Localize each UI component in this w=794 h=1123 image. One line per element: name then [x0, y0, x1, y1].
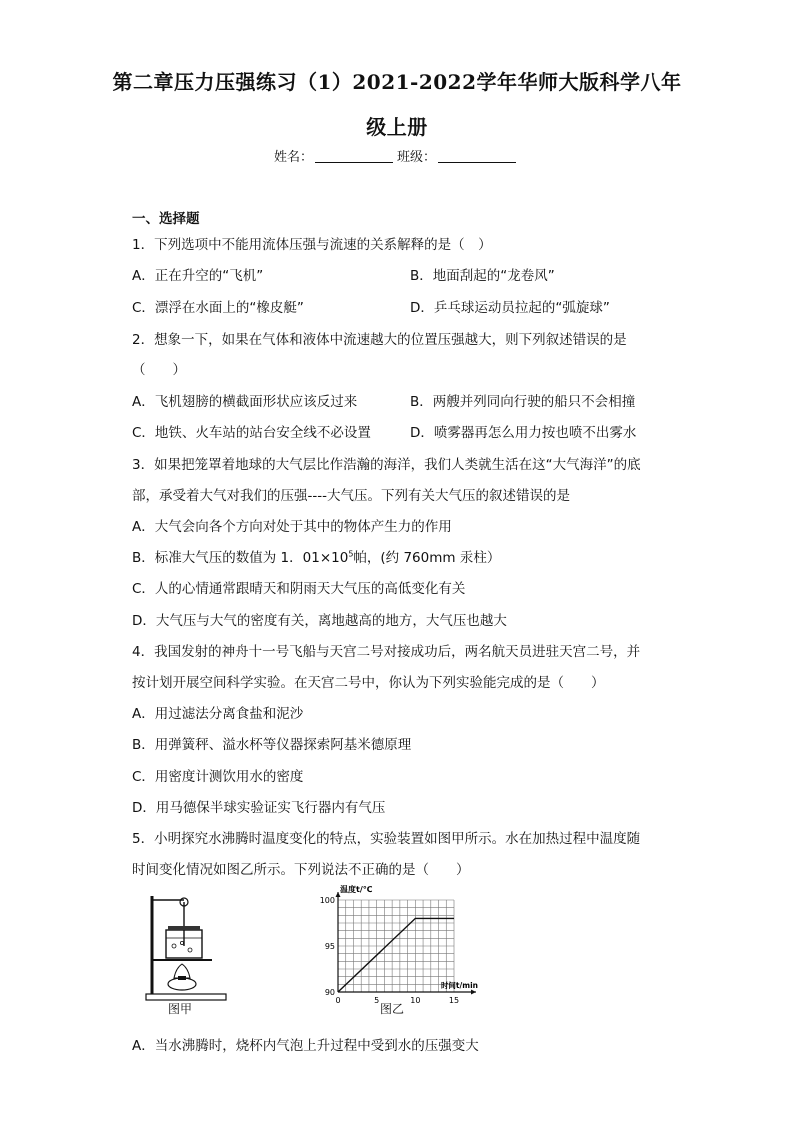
- q5-option-a: A．当水沸腾时，烧杯内气泡上升过程中受到水的压强变大: [132, 1038, 479, 1054]
- q5-stem-1: 5．小明探究水沸腾时温度变化的特点，实验装置如图甲所示。水在加热过程中温度随: [132, 831, 641, 847]
- q4-option-a: A．用过滤法分离食盐和泥沙: [132, 706, 304, 722]
- q4-option-d: D．用马德保半球实验证实飞行器内有气压: [132, 800, 386, 816]
- q3-stem-1: 3．如果把笼罩着地球的大气层比作浩瀚的海洋，我们人类就生活在这“大气海洋”的底: [132, 457, 641, 473]
- q3-option-b-pre: B．标准大气压的数值为 1．01×10: [132, 550, 349, 566]
- x-tick-label: 5: [374, 996, 380, 1005]
- q1-stem: 1．下列选项中不能用流体压强与流速的关系解释的是（ ）: [132, 237, 492, 253]
- q3-option-c: C．人的心情通常跟晴天和阴雨天大气压的高低变化有关: [132, 581, 466, 597]
- figure-a-apparatus: [138, 888, 230, 1010]
- figure-a-caption: 图甲: [168, 1002, 193, 1016]
- figure-b-chart: [312, 884, 508, 1006]
- name-class-bar: [0, 146, 794, 165]
- beaker-lid: [168, 926, 200, 930]
- q3-option-b-sup: 5: [348, 549, 354, 559]
- q4-stem-1: 4．我国发射的神舟十一号飞船与天宫二号对接成功后，两名航天员进驻天宫二号，并: [132, 644, 641, 660]
- bubble: [180, 941, 183, 944]
- y-tick-label: 100: [319, 896, 335, 905]
- x-tick-label: 15: [448, 996, 460, 1005]
- q4-stem-2: 按计划开展空间科学实验。在天宫二号中，你认为下列实验能完成的是（ ）: [132, 675, 605, 691]
- x-tick-label: 10: [410, 996, 421, 1005]
- x-axis-label: 时间t/min: [440, 981, 478, 990]
- class-blank[interactable]: [438, 150, 516, 163]
- flame: [174, 964, 190, 978]
- q1-option-d: D．乒乓球运动员拉起的“弧旋球”: [410, 300, 610, 316]
- q1-option-b: B．地面刮起的“龙卷风”: [410, 268, 555, 284]
- q2-option-d: D．喷雾器再怎么用力按也喷不出雾水: [410, 425, 637, 441]
- q1-option-c: C．漂浮在水面上的“橡皮艇”: [132, 300, 304, 316]
- q2-stem-1: 2．想象一下，如果在气体和液体中流速越大的位置压强越大，则下列叙述错误的是: [132, 332, 627, 348]
- q4-option-b: B．用弹簧秤、溢水杯等仪器探索阿基米德原理: [132, 737, 412, 753]
- lamp-wick: [178, 976, 186, 980]
- section-heading: 一、选择题: [132, 211, 200, 227]
- q3-option-b-post: 帕，(约 760mm 汞柱）: [353, 550, 501, 566]
- x-axis-arrow: [471, 990, 476, 995]
- q2-option-a: A．飞机翅膀的横截面形状应该反过来: [132, 394, 358, 410]
- q2-option-b: B．两艘并列同向行驶的船只不会相撞: [410, 394, 636, 410]
- q5-stem-2: 时间变化情况如图乙所示。下列说法不正确的是（ ）: [132, 862, 470, 878]
- q2-option-c: C．地铁、火车站的站台安全线不必设置: [132, 425, 371, 441]
- name-blank[interactable]: [315, 150, 393, 163]
- bubble: [172, 944, 176, 948]
- figure-b-caption: 图乙: [380, 1002, 405, 1016]
- q3-option-b: [132, 546, 500, 566]
- y-axis-label: 温度t/℃: [340, 885, 373, 894]
- q1-option-a: A．正在升空的“飞机”: [132, 268, 264, 284]
- q4-option-c: C．用密度计测饮用水的密度: [132, 769, 304, 785]
- y-tick-label: 95: [324, 942, 335, 951]
- name-label: 姓名：: [273, 150, 313, 165]
- title-line-2: 级上册: [366, 115, 428, 139]
- bubble: [188, 948, 192, 952]
- q3-stem-2: 部，承受着大气对我们的压强----大气压。下列有关大气压的叙述错误的是: [132, 488, 570, 504]
- title-line-1: 第二章压力压强练习（1）2021-2022学年华师大版科学八年: [112, 70, 682, 94]
- temperature-line: [338, 918, 454, 992]
- q2-stem-2: （ ）: [132, 362, 186, 378]
- x-tick-label: 0: [335, 996, 341, 1005]
- y-tick-label: 90: [324, 988, 335, 997]
- q3-option-a: A．大气会向各个方向对处于其中的物体产生力的作用: [132, 519, 452, 535]
- class-label: 班级：: [397, 150, 437, 165]
- q3-option-d: D．大气压与大气的密度有关，离地越高的地方，大气压也越大: [132, 613, 507, 629]
